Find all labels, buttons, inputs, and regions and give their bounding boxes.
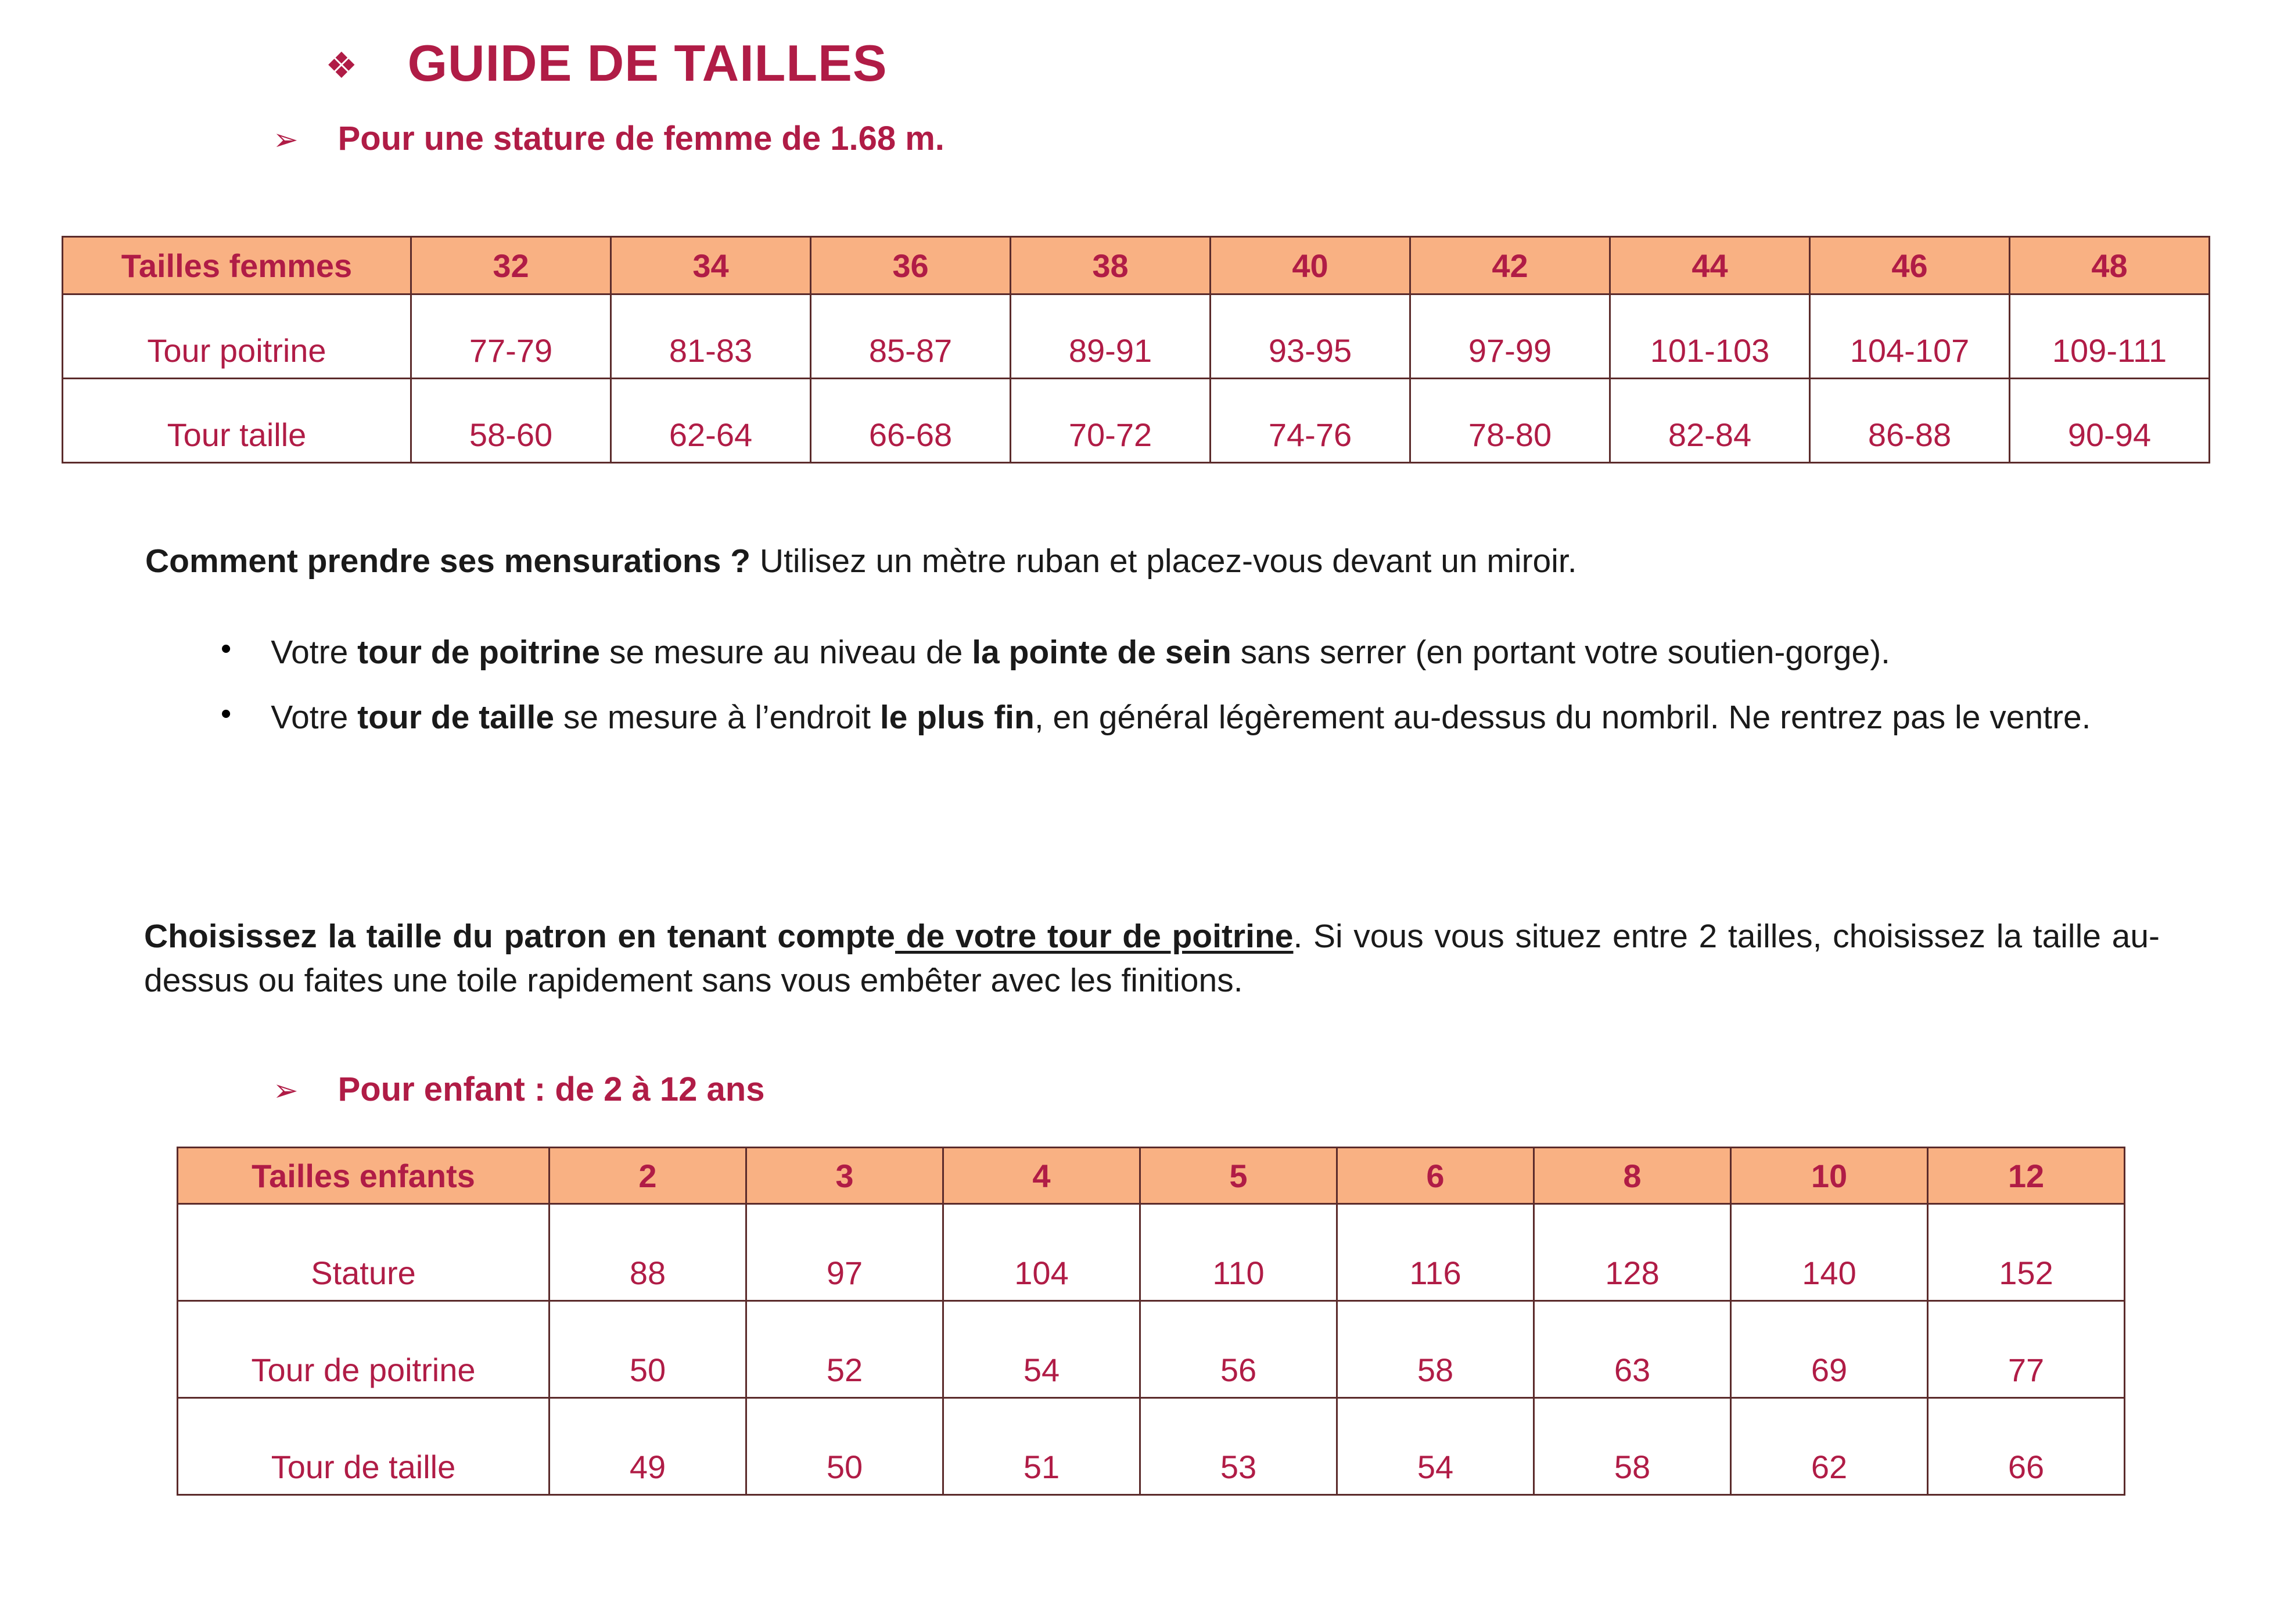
row-label: Tour de poitrine: [178, 1301, 550, 1398]
column-header-size: 5: [1140, 1148, 1337, 1204]
bullet-segment: , en général légèrement au-dessus du nombril. Ne rentrez pas le ventre.: [1034, 699, 2091, 736]
table-cell: 110: [1140, 1204, 1337, 1301]
table-cell: 90-94: [2010, 379, 2210, 463]
table-cell: 97-99: [1410, 294, 1610, 379]
column-header-size: 32: [411, 237, 611, 294]
table-row: [63, 379, 2210, 463]
table-cell: 101-103: [1610, 294, 1810, 379]
column-header-size: 36: [811, 237, 1011, 294]
list-item: [221, 630, 2161, 674]
bullet-segment: se mesure au niveau de: [600, 634, 972, 671]
table-row: [63, 294, 2210, 379]
table-cell: 63: [1534, 1301, 1731, 1398]
bullet-segment: Votre: [271, 634, 358, 671]
row-label: Stature: [178, 1204, 550, 1301]
diamond-bullet-icon: ❖: [325, 44, 358, 87]
table-cell: 58: [1337, 1301, 1534, 1398]
how-to-measure-lead: Comment prendre ses mensurations ?: [145, 542, 751, 580]
table-cell: 62-64: [611, 379, 811, 463]
column-header-size: 12: [1928, 1148, 2125, 1204]
page-title: GUIDE DE TAILLES: [407, 34, 888, 92]
women-size-table: [62, 236, 2210, 464]
list-item-text: [271, 695, 2161, 739]
table-cell: 56: [1140, 1301, 1337, 1398]
column-header-size: 40: [1211, 237, 1410, 294]
table-cell: 58: [1534, 1398, 1731, 1495]
choose-size-paragraph: [144, 914, 2160, 1003]
column-header-size: 3: [746, 1148, 943, 1204]
table-cell: 109-111: [2010, 294, 2210, 379]
women-section-subtitle: Pour une stature de femme de 1.68 m.: [337, 120, 945, 157]
column-header-size: 8: [1534, 1148, 1731, 1204]
column-header-size: 38: [1011, 237, 1211, 294]
how-to-measure-paragraph: [145, 539, 2167, 583]
list-item: [221, 695, 2161, 739]
table-cell: 152: [1928, 1204, 2125, 1301]
column-header-size: 6: [1337, 1148, 1534, 1204]
table-cell: 140: [1731, 1204, 1928, 1301]
table-cell: 116: [1337, 1204, 1534, 1301]
table-cell: 89-91: [1011, 294, 1211, 379]
table-cell: 77: [1928, 1301, 2125, 1398]
bullet-segment: sans serrer (en portant votre soutien-gorge).: [1231, 634, 1891, 671]
table-cell: 82-84: [1610, 379, 1810, 463]
row-label: Tour de taille: [178, 1398, 550, 1495]
column-header-size: 46: [1810, 237, 2010, 294]
table-cell: 53: [1140, 1398, 1337, 1495]
table-cell: 51: [943, 1398, 1140, 1495]
choose-size-underlined: de votre tour de poitrine: [895, 918, 1294, 955]
row-label: Tour taille: [63, 379, 411, 463]
table-cell: 66-68: [811, 379, 1011, 463]
table-header-row: [178, 1148, 2125, 1204]
column-header-size: 2: [550, 1148, 746, 1204]
choose-size-rest: . Si vous vous situez entre 2 tailles, choisissez la taille au-dessus ou faites une toile rapidement sans vous embêter avec les finitions.: [144, 918, 2160, 1000]
table-cell: 69: [1731, 1301, 1928, 1398]
table-cell: 88: [550, 1204, 746, 1301]
table-cell: 58-60: [411, 379, 611, 463]
choose-size-bold: Choisissez la taille du patron en tenant compte: [144, 918, 895, 955]
column-header-label: Tailles enfants: [178, 1148, 550, 1204]
how-to-measure-rest: Utilisez un mètre ruban et placez-vous devant un miroir.: [750, 542, 1577, 580]
table-header-row: [63, 237, 2210, 294]
bullet-segment: se mesure à l’endroit: [554, 699, 880, 736]
document-title-row: [325, 34, 888, 93]
table-row: [178, 1301, 2125, 1398]
bullet-segment-bold: tour de poitrine: [357, 634, 601, 671]
table-cell: 54: [943, 1301, 1140, 1398]
kids-section-subtitle-row: [273, 1070, 764, 1109]
column-header-label: Tailles femmes: [63, 237, 411, 294]
kids-size-table: [177, 1147, 2125, 1496]
table-cell: 85-87: [811, 294, 1011, 379]
column-header-size: 4: [943, 1148, 1140, 1204]
disc-bullet-icon: •: [221, 697, 232, 731]
table-cell: 77-79: [411, 294, 611, 379]
table-row: [178, 1204, 2125, 1301]
table-cell: 81-83: [611, 294, 811, 379]
table-row: [178, 1398, 2125, 1495]
kids-section-subtitle: Pour enfant : de 2 à 12 ans: [337, 1070, 765, 1108]
disc-bullet-icon: •: [221, 632, 232, 666]
column-header-size: 42: [1410, 237, 1610, 294]
table-cell: 50: [746, 1398, 943, 1495]
table-cell: 104-107: [1810, 294, 2010, 379]
column-header-size: 48: [2010, 237, 2210, 294]
table-cell: 52: [746, 1301, 943, 1398]
table-cell: 78-80: [1410, 379, 1610, 463]
table-cell: 128: [1534, 1204, 1731, 1301]
bullet-segment-bold: la pointe de sein: [972, 634, 1231, 671]
table-cell: 62: [1731, 1398, 1928, 1495]
bullet-segment-bold: tour de taille: [357, 699, 555, 736]
list-item-text: [271, 630, 2161, 674]
column-header-size: 10: [1731, 1148, 1928, 1204]
table-cell: 49: [550, 1398, 746, 1495]
column-header-size: 34: [611, 237, 811, 294]
arrow-bullet-icon: ➢: [273, 1073, 299, 1108]
bullet-segment-bold: le plus fin: [879, 699, 1035, 736]
table-cell: 74-76: [1211, 379, 1410, 463]
table-cell: 86-88: [1810, 379, 2010, 463]
table-cell: 97: [746, 1204, 943, 1301]
table-cell: 93-95: [1211, 294, 1410, 379]
arrow-bullet-icon: ➢: [273, 122, 299, 157]
table-cell: 50: [550, 1301, 746, 1398]
table-cell: 104: [943, 1204, 1140, 1301]
table-cell: 54: [1337, 1398, 1534, 1495]
measurement-instructions-list: [221, 630, 2161, 761]
row-label: Tour poitrine: [63, 294, 411, 379]
women-section-subtitle-row: [273, 119, 945, 158]
table-cell: 70-72: [1011, 379, 1211, 463]
table-cell: 66: [1928, 1398, 2125, 1495]
column-header-size: 44: [1610, 237, 1810, 294]
bullet-segment: Votre: [271, 699, 358, 736]
